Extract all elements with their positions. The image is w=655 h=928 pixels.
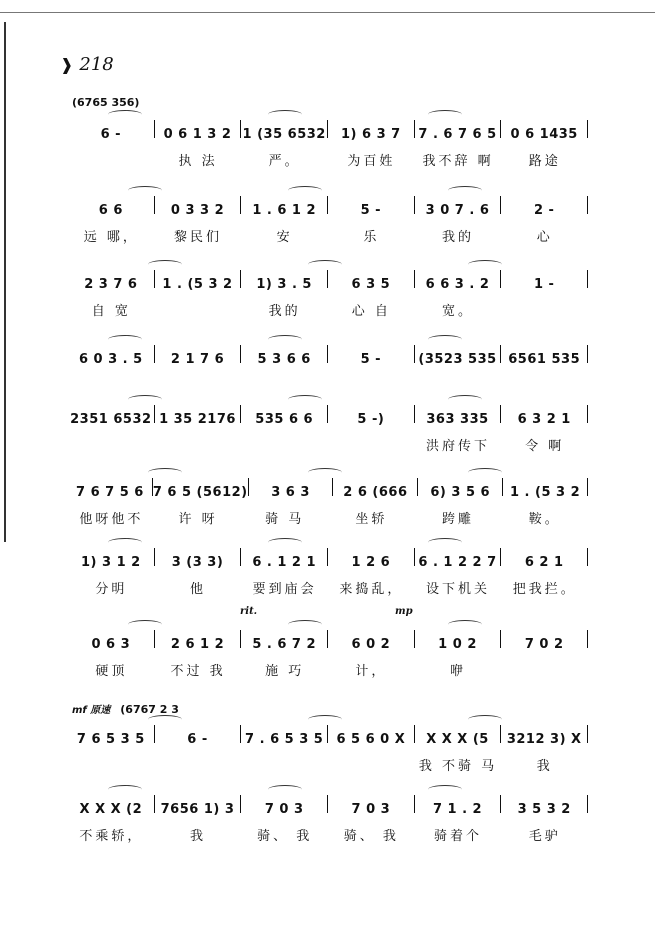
measure: 3 (3 3) bbox=[171, 555, 224, 570]
note-row bbox=[68, 630, 588, 652]
slur bbox=[128, 620, 162, 629]
lyric-row bbox=[68, 660, 588, 679]
lyric-text: 不乘轿， bbox=[79, 829, 144, 844]
lyric-text bbox=[68, 435, 155, 454]
measure: (3523 535 bbox=[418, 352, 497, 367]
slur bbox=[308, 715, 342, 724]
binding-edge bbox=[4, 22, 6, 542]
measure: 2 1 7 6 bbox=[170, 352, 225, 367]
lyric-text: 洪府传下 bbox=[426, 439, 491, 454]
slur bbox=[288, 186, 322, 195]
lyric-text: 设下机关 bbox=[426, 582, 491, 597]
bar-line bbox=[587, 345, 588, 363]
measure: 6 0 3 . 5 bbox=[78, 352, 143, 367]
measure: 7 0 3 bbox=[351, 802, 391, 817]
measure: 1 2 6 bbox=[351, 555, 391, 570]
measure: 6561 535 bbox=[508, 352, 581, 367]
slur bbox=[128, 395, 162, 404]
lyric-text: 心 自 bbox=[351, 304, 391, 319]
measure: 0 6 3 bbox=[91, 637, 131, 652]
note-row bbox=[68, 478, 588, 500]
lyric-text: 咿 bbox=[450, 664, 467, 679]
slur bbox=[268, 335, 302, 344]
measure: 2 - bbox=[533, 203, 555, 218]
measure: 3212 3) X bbox=[506, 732, 582, 747]
slur bbox=[128, 186, 162, 195]
bar-line bbox=[587, 120, 588, 138]
measure: 2351 6532 bbox=[70, 412, 152, 427]
slur bbox=[428, 110, 462, 119]
lyric-text: 许 呀 bbox=[178, 512, 218, 527]
measure: 3 6 3 bbox=[271, 485, 310, 500]
slur bbox=[268, 538, 302, 547]
lyric-text: 我 bbox=[536, 759, 553, 774]
slur bbox=[428, 785, 462, 794]
lyric-text: 乐 bbox=[363, 230, 380, 245]
lyric-text bbox=[501, 300, 588, 319]
top-rule bbox=[0, 12, 655, 13]
measure: 6 . 1 2 2 7 bbox=[418, 555, 497, 570]
lyric-text: 心 bbox=[536, 230, 553, 245]
slur bbox=[268, 785, 302, 794]
slur bbox=[288, 620, 322, 629]
slur bbox=[148, 715, 182, 724]
measure: 1 . (5 3 2 bbox=[162, 277, 233, 292]
lyric-text: 我 bbox=[190, 829, 207, 844]
lyric-text: 他呀他不 bbox=[79, 512, 144, 527]
slur bbox=[468, 260, 502, 269]
measure: 6 0 2 bbox=[351, 637, 391, 652]
measure: 1 . (5 3 2 bbox=[509, 485, 581, 500]
measure: 6 3 2 1 bbox=[517, 412, 571, 427]
measure: 6 . 1 2 1 bbox=[252, 555, 317, 570]
lyric-text: 严。 bbox=[268, 154, 301, 169]
bar-line bbox=[587, 725, 588, 743]
lyric-text: 宽。 bbox=[442, 304, 475, 319]
lyric-text: 鞍。 bbox=[528, 512, 561, 527]
slur bbox=[448, 620, 482, 629]
lyric-text: 分明 bbox=[95, 582, 128, 597]
note-row bbox=[68, 196, 588, 218]
slur bbox=[448, 395, 482, 404]
measure: 7 0 2 bbox=[524, 637, 564, 652]
lyric-text: 骑、 我 bbox=[257, 829, 313, 844]
lyric-row bbox=[68, 150, 588, 169]
measure: 5 -) bbox=[357, 412, 385, 427]
lyric-text: 骑、 我 bbox=[343, 829, 399, 844]
lyric-text: 坐轿 bbox=[355, 512, 388, 527]
note-row bbox=[68, 795, 588, 817]
lyric-row bbox=[68, 435, 588, 454]
measure: 1 - bbox=[533, 277, 555, 292]
lyric-text: 毛驴 bbox=[528, 829, 561, 844]
mp-marking: mp bbox=[395, 606, 413, 617]
prefix-notes: (6767 2 3 bbox=[120, 703, 179, 716]
measure: 6 - bbox=[100, 127, 122, 142]
slur bbox=[148, 468, 182, 477]
lyric-text: 施 巧 bbox=[265, 664, 305, 679]
measure: 1 35 2176 bbox=[159, 412, 236, 427]
bar-line bbox=[587, 405, 588, 423]
slur bbox=[108, 538, 142, 547]
measure: 1) 6 3 7 bbox=[341, 127, 401, 142]
measure: 0 3 3 2 bbox=[170, 203, 225, 218]
measure: 7 . 6 5 3 5 bbox=[245, 732, 324, 747]
measure: 5 . 6 7 2 bbox=[252, 637, 317, 652]
measure: 6 6 3 . 2 bbox=[425, 277, 490, 292]
measure: 7 6 5 (5612) bbox=[152, 485, 248, 500]
measure: 535 6 6 bbox=[255, 412, 314, 427]
slur bbox=[308, 260, 342, 269]
lyric-text bbox=[155, 300, 242, 319]
lyric-text: 要到庙会 bbox=[252, 582, 317, 597]
bar-line bbox=[587, 630, 588, 648]
measure: 6 3 5 bbox=[351, 277, 391, 292]
measure: 0 6 1435 bbox=[510, 127, 578, 142]
note-row bbox=[68, 120, 588, 142]
bar-line bbox=[587, 196, 588, 214]
note-row bbox=[68, 725, 588, 747]
lyric-row bbox=[68, 755, 588, 774]
lyric-text: 把我拦。 bbox=[512, 582, 577, 597]
page-number: 218 bbox=[79, 54, 114, 75]
bar-line bbox=[587, 795, 588, 813]
measure: 5 - bbox=[360, 203, 382, 218]
slur bbox=[448, 186, 482, 195]
measure: 2 6 1 2 bbox=[170, 637, 225, 652]
slur bbox=[108, 335, 142, 344]
lyric-row bbox=[68, 825, 588, 844]
lyric-text: 骑着个 bbox=[434, 829, 483, 844]
measure: 3 5 3 2 bbox=[517, 802, 571, 817]
lyric-text: 我的 bbox=[442, 230, 475, 245]
measure: 5 - bbox=[360, 352, 382, 367]
prefix-phrase bbox=[72, 96, 139, 109]
lyric-text: 来捣乱， bbox=[339, 582, 404, 597]
measure: 7 . 6 7 6 5 bbox=[418, 127, 497, 142]
lyric-text: 黎民们 bbox=[174, 230, 223, 245]
slur bbox=[288, 395, 322, 404]
lyric-text: 我的 bbox=[268, 304, 301, 319]
measure: 1 0 2 bbox=[438, 637, 477, 652]
measure: 6) 3 5 6 bbox=[430, 485, 491, 500]
prefix-phrase bbox=[72, 701, 179, 716]
bar-line bbox=[587, 270, 588, 288]
prefix-notes: (6765 356) bbox=[72, 96, 140, 109]
lyric-text bbox=[241, 755, 328, 774]
lyric-text bbox=[501, 660, 588, 679]
bar-line bbox=[587, 478, 588, 496]
lyric-text: 他 bbox=[190, 582, 207, 597]
slur bbox=[148, 260, 182, 269]
slur bbox=[428, 538, 462, 547]
measure: 1 . 6 1 2 bbox=[252, 203, 317, 218]
measure: 7 6 5 3 5 bbox=[76, 732, 145, 747]
measure: 2 6 (666 bbox=[343, 485, 408, 500]
lyric-row bbox=[68, 508, 588, 527]
lyric-row bbox=[68, 226, 588, 245]
slur bbox=[428, 335, 462, 344]
lyric-text: 远 哪， bbox=[83, 230, 139, 245]
lyric-text: 跨雕 bbox=[442, 512, 475, 527]
lyric-text: 我不辞 啊 bbox=[422, 154, 494, 169]
lyric-text bbox=[328, 755, 415, 774]
measure: 7 0 3 bbox=[264, 802, 304, 817]
rit-marking: rit. bbox=[240, 606, 258, 617]
lyric-text: 自 宽 bbox=[91, 304, 131, 319]
measure: 5 3 6 6 bbox=[257, 352, 311, 367]
measure: 1) 3 . 5 bbox=[256, 277, 312, 292]
lyric-text bbox=[155, 435, 242, 454]
measure: X X X (2 bbox=[79, 802, 143, 817]
measure: 1) 3 1 2 bbox=[80, 555, 141, 570]
lyric-text: 路途 bbox=[528, 154, 561, 169]
measure: 7 6 7 5 6 bbox=[76, 485, 144, 500]
page-marker-icon: ❱ bbox=[60, 54, 74, 74]
measure: 363 335 bbox=[426, 412, 489, 427]
slur bbox=[468, 468, 502, 477]
lyric-text: 我 不骑 马 bbox=[418, 759, 498, 774]
lyric-text: 安 bbox=[276, 230, 293, 245]
measure: X X X (5 bbox=[426, 732, 489, 747]
measure: 1 (35 6532 bbox=[242, 127, 326, 142]
lyric-text bbox=[68, 755, 155, 774]
note-row bbox=[68, 405, 588, 427]
measure: 6 6 bbox=[98, 203, 123, 218]
lyric-text bbox=[328, 435, 415, 454]
lyric-text: 骑 马 bbox=[265, 512, 305, 527]
slur bbox=[108, 110, 142, 119]
tempo-label: mf 原速 bbox=[72, 705, 111, 716]
measure: 6 2 1 bbox=[524, 555, 564, 570]
measure: 6 5 6 0 X bbox=[336, 732, 406, 747]
lyric-row bbox=[68, 578, 588, 597]
note-row bbox=[68, 345, 588, 367]
measure: 6 - bbox=[187, 732, 208, 747]
bar-line bbox=[587, 548, 588, 566]
slur bbox=[268, 110, 302, 119]
note-row bbox=[68, 548, 588, 570]
lyric-row bbox=[68, 300, 588, 319]
slur bbox=[108, 785, 142, 794]
note-row bbox=[68, 270, 588, 292]
measure: 7 1 . 2 bbox=[432, 802, 483, 817]
measure: 0 6 1 3 2 bbox=[163, 127, 232, 142]
lyric-text bbox=[68, 150, 155, 169]
measure: 2 3 7 6 bbox=[84, 277, 138, 292]
slur bbox=[308, 468, 342, 477]
lyric-text: 执 法 bbox=[178, 154, 218, 169]
lyric-text: 不过 我 bbox=[170, 664, 226, 679]
slur bbox=[468, 715, 502, 724]
page-header bbox=[60, 54, 114, 75]
lyric-text: 硬顶 bbox=[95, 664, 128, 679]
lyric-text bbox=[155, 755, 242, 774]
lyric-text: 令 啊 bbox=[525, 439, 565, 454]
measure: 3 0 7 . 6 bbox=[425, 203, 490, 218]
measure: 7656 1) 3 bbox=[160, 802, 235, 817]
lyric-text: 计， bbox=[355, 664, 388, 679]
lyric-text bbox=[241, 435, 328, 454]
lyric-text: 为百姓 bbox=[347, 154, 396, 169]
